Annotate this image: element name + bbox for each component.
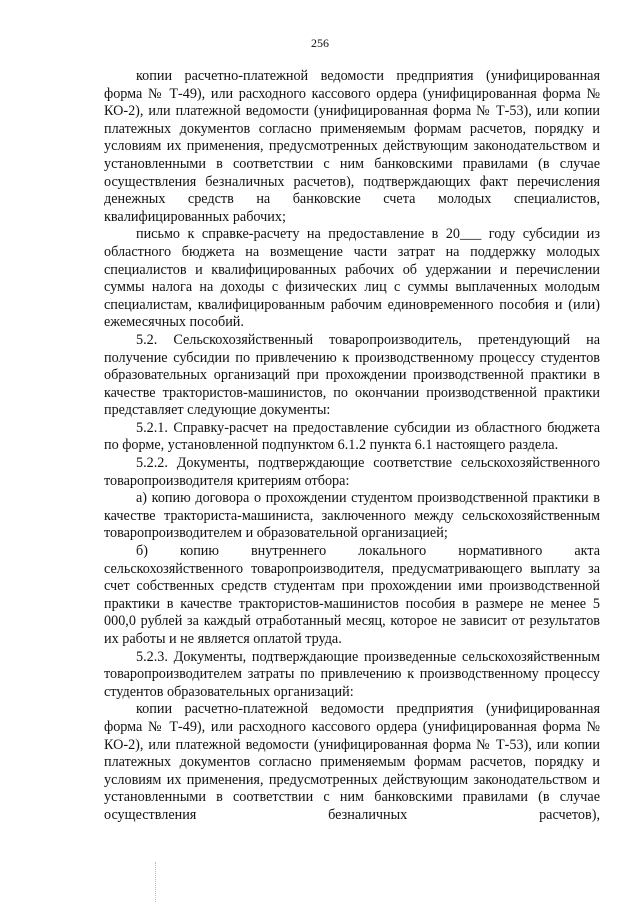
scan-artifact [155,862,157,902]
paragraph-5-2-3: 5.2.3. Документы, подтверждающие произведенные сельскохозяйственным товаропроизводителем затраты по привлечению к производственному процессу студентов образовательных организаций: [104,648,600,700]
paragraph-tax-letter: письмо к справке-расчету на предоставление в 20___ году субсидии из областного бюджета на возмещение части затрат на поддержку молодых специалистов и квалифицированных рабочих об удержании и перечислении суммы налога на доходы с физических лиц с суммы выплаченных молодым специалистам, квалифицированным рабочим единовременного пособия и (или) ежемесячных пособий. [104,226,600,331]
paragraph-5-2-1: 5.2.1. Справку-расчет на предоставление субсидии из областного бюджета по форме, установленной подпунктом 6.1.2 пункта 6.1 настоящего раздела. [104,419,600,454]
paragraph-5-2-2: 5.2.2. Документы, подтверждающие соответствие сельскохозяйственного товаропроизводителя критериям отбора: [104,455,600,489]
paragraph-item-a: а) копию договора о прохождении студентом производственной практики в качестве тракториста-машиниста, заключенного между сельскохозяйственным товаропроизводителем и образовательной организацией; [104,490,600,542]
document-body [104,68,600,825]
paragraph-item-b: б) копию внутреннего локального нормативного акта сельскохозяйственного товаропроизводителя, предусматривающего выплату за счет собственных средств студентам при прохождении ими производственной практики в качестве трактористов-машинистов пособия в размере не менее 5 000,0 рублей за каждый отработанный месяц, которое не зависит от результатов их работы и не является оплатой труда. [104,543,600,647]
page-number: 256 [311,36,329,50]
paragraph-payment-copies: копии расчетно-платежной ведомости предприятия (унифицированная форма № Т-49), или расходного кассового ордера (унифицированная форма № КО-2), или платежной ведомости (унифицированная форма № Т-53), или копии платежных документов согласно применяемым формам расчетов, порядку и условиям их применения, предусмотренных действующим законодательством и установленными в соответствии с ним банковскими правилами (в случае осуществления безналичных расчетов), [104,701,600,823]
paragraph-5-2: 5.2. Сельскохозяйственный товаропроизводитель, претендующий на получение субсидии по привлечению к производственному процессу студентов образовательных организаций при прохождении производственной практики в качестве трактористов-машинистов, по окончании производственной практики представляет следующие документы: [104,331,600,419]
paragraph-payment-documents: копии расчетно-платежной ведомости предприятия (унифицированная форма № Т-49), или расходного кассового ордера (унифицированная форма № КО-2), или платежной ведомости (унифицированная форма № Т-53), или копии платежных документов согласно применяемым формам расчетов, порядку и условиям их применения, предусмотренных действующим законодательством и установленными в соответствии с ним банковскими правилами (в случае осуществления безналичных расчетов), подтверждающих факт перечисления денежных средств на банковские счета молодых специалистов, квалифицированных рабочих; [104,68,600,225]
